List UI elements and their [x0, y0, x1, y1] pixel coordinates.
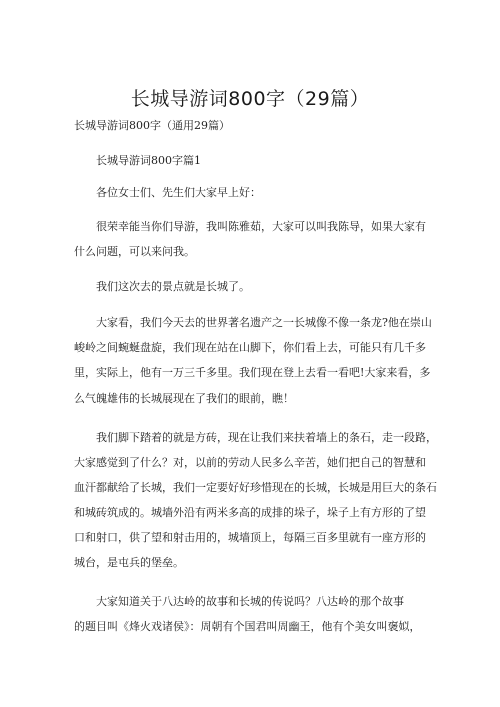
- paragraph-line: 我们脚下踏着的就是方砖，现在让我们来扶着墙上的条石，走一段路，: [96, 431, 437, 444]
- section-heading: 长城导游词800字篇1: [96, 154, 201, 167]
- paragraph-line: 里，实际上，他有一万三千多里。我们现在登上去看一看吧!大家来看，多: [74, 366, 431, 379]
- document-title: 长城导游词800字（29篇）: [130, 88, 370, 110]
- paragraph-line: 么气魄雄伟的长城展现在了我们的眼前，瞧！: [74, 392, 294, 405]
- paragraph-line: 的题目叫《烽火戏诸侯》：周朝有个国君叫周幽王，他有个美女叫褒姒，: [74, 620, 421, 633]
- paragraph-line: 口和射口，供了望和射击用的，城墙顶上，每隔三百多里就有一座方形的: [74, 531, 426, 544]
- paragraph-line: 很荣幸能当你们导游，我叫陈雅茹，大家可以叫我陈导，如果大家有: [96, 220, 426, 233]
- paragraph-line: 各位女士们、先生们大家早上好：: [96, 186, 261, 199]
- paragraph-line: 和城砖筑成的。城墙外沿有两米多高的成排的垛子，垛子上有方形的了望: [74, 506, 426, 519]
- paragraph-line: 大家感觉到了什么？对，以前的劳动人民多么辛苦，她们把自己的智慧和: [74, 456, 426, 469]
- paragraph-line: 城台，是屯兵的堡垒。: [74, 556, 184, 569]
- paragraph-line: 我们这次去的景点就是长城了。: [96, 280, 250, 293]
- paragraph-line: 大家知道关于八达岭的故事和长城的传说吗？八达岭的那个故事: [96, 595, 404, 608]
- paragraph-line: 什么问题，可以来问我。: [74, 245, 195, 258]
- paragraph-line: 血汗都献给了长城，我们一定要好好珍惜现在的长城，长城是用巨大的条石: [74, 481, 437, 494]
- document-subtitle: 长城导游词800字（通用29篇）: [74, 119, 230, 132]
- paragraph-line: 大家看，我们今天去的世界著名遗产之一长城像不像一条龙?他在崇山: [96, 316, 432, 329]
- paragraph-line: 峻岭之间蜿蜒盘旋，我们现在站在山脚下，你们看上去，可能只有几千多: [74, 341, 426, 354]
